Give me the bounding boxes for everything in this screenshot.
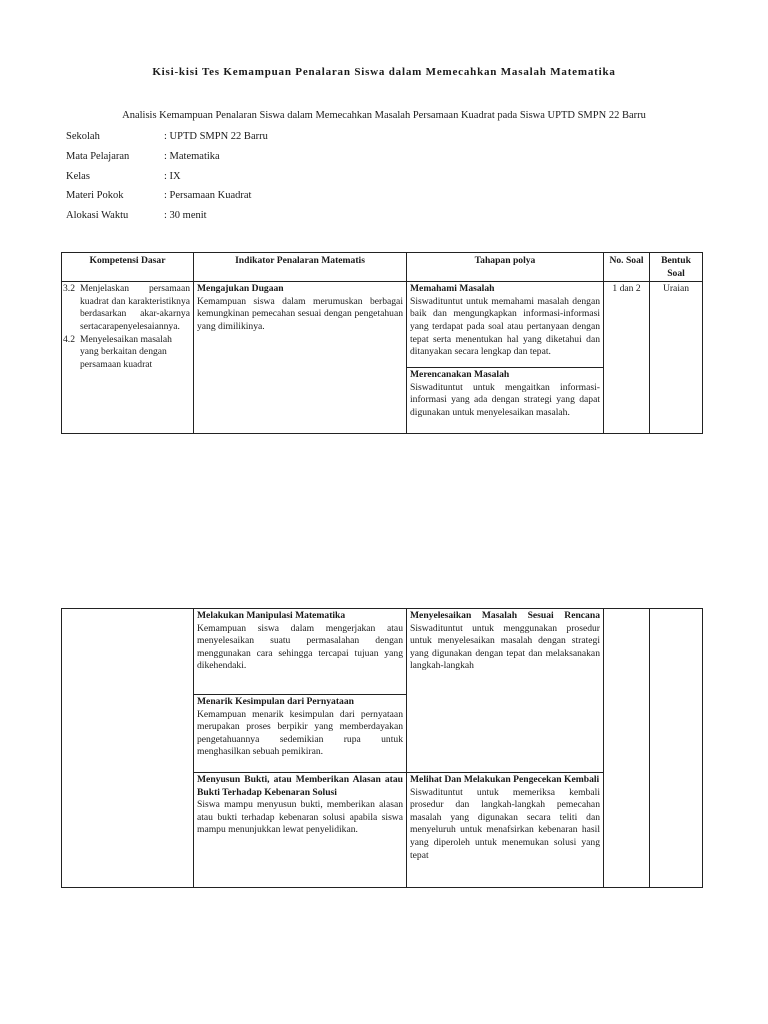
tahapan-merencanakan [407, 368, 603, 420]
kompetensi-dasar-cell [62, 282, 194, 434]
document-title: Kisi-kisi Tes Kemampuan Penalaran Siswa dalam Memecahkan Masalah Matematika [152, 66, 616, 78]
indikator-cell [194, 773, 407, 888]
indikator-text: Siswa mampu menyusun bukti, memberikan alasan atau bukti terhadap kebenaran solusi apabila siswa mampu menunjukkan lewat penyelidikan. [197, 799, 403, 836]
info-row-alokasi-waktu [66, 210, 268, 230]
kompetensi-number: 3.2 [63, 283, 75, 295]
document-subtitle: Analisis Kemampuan Penalaran Siswa dalam Memecahkan Masalah Persamaan Kuadrat pada Siswa UPTD SMPN 22 Barru [122, 110, 646, 121]
no-soal-cell-empty [604, 609, 650, 888]
header-tahapan-polya: Tahapan polya [407, 253, 604, 282]
header-indikator: Indikator Penalaran Matematis [194, 253, 407, 282]
info-value: : UPTD SMPN 22 Barru [164, 131, 268, 142]
kompetensi-text: Menyelesaikan masalah yang berkaitan dengan persamaan kuadrat [80, 333, 172, 370]
tahapan-title: Merencanakan Masalah [410, 369, 510, 381]
tahapan-text: Siswadituntut untuk menggunakan prosedur untuk menyelesaikan masalah dengan strategi yang digunakan dengan tepat dan melaksanakan langkah-langkah [410, 622, 600, 672]
info-value: : IX [164, 170, 181, 182]
tahapan-text: Siswadituntut untuk memahami masalah dengan baik dan mengungkapkan informasi-informasi yang terdapat pada soal atau pertanyaan dengan tepat serta menentukan hal yang diketahui dan ditanyakan secara lengkap dan tepat. [410, 295, 600, 358]
header-kompetensi-dasar: Kompetensi Dasar [62, 253, 194, 282]
tahapan-memahami [407, 282, 603, 368]
tahapan-cell [407, 609, 604, 773]
tahapan-title: Menyelesaikan Masalah Sesuai Rencana [410, 610, 600, 621]
indikator-title: Mengajukan Dugaan [197, 283, 284, 295]
no-soal-cell: 1 dan 2 [604, 282, 650, 434]
info-value: : 30 menit [164, 210, 207, 222]
kompetensi-item [63, 283, 190, 333]
tahapan-text: Siswadituntut untuk mengaitkan informasi-informasi yang ada dengan strategi yang dapat digunakan untuk menyelesaikan masalah. [410, 381, 600, 418]
indikator-text: Kemampuan siswa dalam mengerjakan atau menyelesaikan suatu permasalahan dengan menggunakan cara sehingga tercapai tujuan yang dikehendaki. [197, 622, 403, 672]
tahapan-text: Siswadituntut untuk memeriksa kembali prosedur dan langkah-langkah pemecahan masalah yang digunakan secara teliti dan menyeluruh untuk menafsirkan kebenaran hasil yang diperoleh untuk menemukan solusi yang tepat [410, 786, 600, 861]
info-row-sekolah [66, 131, 268, 151]
indikator-text: Kemampuan siswa dalam merumuskan berbagai kemungkinan pemecahan sesuai dengan pengetahuan yang dimilikinya. [197, 295, 403, 332]
tahapan-title: Memahami Masalah [410, 283, 495, 295]
indikator-title: Menarik Kesimpulan dari Pernyataan [197, 696, 354, 707]
indikator-title: Menyusun Bukti, atau Memberikan Alasan atau Bukti Terhadap Kebenaran Solusi [197, 774, 403, 798]
info-value: : Persamaan Kuadrat [164, 190, 252, 202]
indikator-cell [194, 282, 407, 434]
header-bentuk-soal: Bentuk Soal [650, 253, 703, 282]
kisi-kisi-table-part-2 [61, 608, 703, 888]
info-block [66, 131, 268, 230]
indikator-text: Kemampuan menarik kesimpulan dari pernyataan merupakan proses berpikir yang memberdayakan pengetahuannya sedemikian rupa untuk menghasilkan sebuah pemikiran. [197, 708, 403, 758]
table-header-row [62, 253, 703, 282]
info-label: Materi Pokok [66, 190, 124, 202]
tahapan-cell [407, 773, 604, 888]
indikator-kesimpulan [194, 695, 406, 760]
info-row-kelas [66, 171, 268, 191]
kompetensi-text: Menjelaskan persamaan kuadrat dan karakteristiknya berdasarkan akar-akarnya sertacarapenyelesaiannya. [80, 283, 190, 332]
tahapan-title: Melihat Dan Melakukan Pengecekan Kembali [410, 774, 600, 785]
kompetensi-item [63, 334, 190, 372]
indikator-title: Melakukan Manipulasi Matematika [197, 610, 346, 621]
indikator-manipulasi [194, 609, 406, 695]
tahapan-cell [407, 282, 604, 434]
info-label: Alokasi Waktu [66, 210, 129, 222]
bentuk-soal-cell: Uraian [650, 282, 703, 434]
info-label: Mata Pelajaran [66, 150, 130, 162]
kompetensi-number: 4.2 [63, 333, 75, 345]
info-label: Sekolah [66, 131, 100, 142]
header-no-soal: No. Soal [604, 253, 650, 282]
table-row [62, 609, 703, 773]
table-row [62, 282, 703, 434]
kisi-kisi-table-part-1 [61, 252, 703, 434]
indikator-cell [194, 609, 407, 773]
info-row-mata-pelajaran [66, 151, 268, 171]
info-row-materi-pokok [66, 190, 268, 210]
info-value: : Matematika [164, 150, 220, 162]
bentuk-soal-cell-empty [650, 609, 703, 888]
kompetensi-dasar-cell-empty [62, 609, 194, 888]
info-label: Kelas [66, 170, 90, 182]
